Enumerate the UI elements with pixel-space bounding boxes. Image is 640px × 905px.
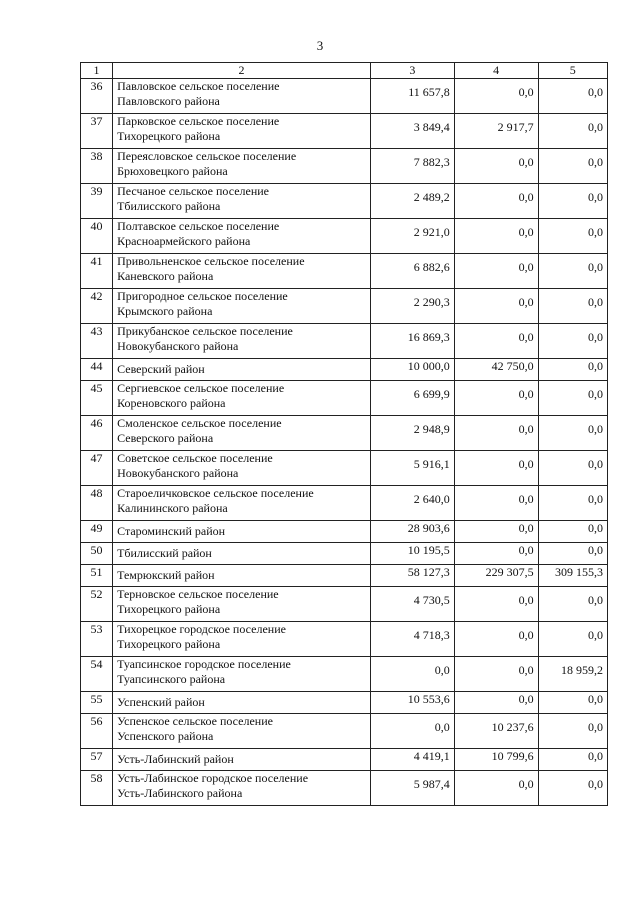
table-row	[81, 657, 608, 692]
municipality-name	[113, 451, 371, 486]
municipality-name-line: Павловского района	[117, 94, 220, 108]
municipality-name-line: Терновское сельское поселение	[117, 587, 279, 601]
column-header: 4	[454, 63, 538, 79]
municipality-name-line: Песчаное сельское поселение	[117, 184, 270, 198]
municipality-name	[113, 521, 371, 543]
row-number: 50	[81, 543, 113, 565]
value-c4: 0,0	[454, 692, 538, 714]
value-c4: 0,0	[454, 587, 538, 622]
value-c5: 0,0	[538, 714, 607, 749]
table-header-row	[81, 63, 608, 79]
value-c3: 2 290,3	[370, 289, 454, 324]
municipality-name-line: Парковское сельское поселение	[117, 114, 280, 128]
value-c5: 309 155,3	[538, 565, 607, 587]
row-number: 45	[81, 381, 113, 416]
value-c5: 0,0	[538, 692, 607, 714]
column-header: 1	[81, 63, 113, 79]
value-c3: 2 640,0	[370, 486, 454, 521]
value-c5: 0,0	[538, 587, 607, 622]
municipality-name-line: Туапсинское городское поселение	[117, 657, 291, 671]
table-row	[81, 771, 608, 806]
value-c5: 0,0	[538, 219, 607, 254]
table-row	[81, 416, 608, 451]
table-row	[81, 521, 608, 543]
value-c5: 0,0	[538, 749, 607, 771]
page-number: 3	[316, 38, 324, 53]
municipality-name	[113, 184, 371, 219]
column-header: 2	[113, 63, 371, 79]
municipality-name-line: Новокубанского района	[117, 466, 239, 480]
row-number: 42	[81, 289, 113, 324]
municipality-name-line: Сергиевское сельское поселение	[117, 381, 285, 395]
municipality-name-line: Успенского района	[117, 729, 214, 743]
row-number: 41	[81, 254, 113, 289]
value-c3: 58 127,3	[370, 565, 454, 587]
table-row	[81, 486, 608, 521]
municipality-name-line: Каневского района	[117, 269, 214, 283]
value-c4: 0,0	[454, 289, 538, 324]
municipality-name	[113, 587, 371, 622]
municipality-name-line: Темрюкский район	[117, 568, 215, 582]
municipality-name	[113, 416, 371, 451]
municipality-name-line: Смоленское сельское поселение	[117, 416, 282, 430]
row-number: 56	[81, 714, 113, 749]
value-c3: 10 553,6	[370, 692, 454, 714]
row-number: 39	[81, 184, 113, 219]
value-c3: 2 489,2	[370, 184, 454, 219]
municipality-name-line: Тихорецкого района	[117, 637, 221, 651]
value-c4: 0,0	[454, 149, 538, 184]
value-c3: 4 419,1	[370, 749, 454, 771]
row-number: 54	[81, 657, 113, 692]
municipality-name	[113, 543, 371, 565]
value-c5: 18 959,2	[538, 657, 607, 692]
value-c3: 6 699,9	[370, 381, 454, 416]
value-c5: 0,0	[538, 114, 607, 149]
value-c4: 10 237,6	[454, 714, 538, 749]
table-body	[81, 79, 608, 806]
row-number: 37	[81, 114, 113, 149]
row-number: 38	[81, 149, 113, 184]
value-c4: 0,0	[454, 219, 538, 254]
table-row	[81, 451, 608, 486]
municipality-name-line: Прикубанское сельское поселение	[117, 324, 293, 338]
value-c5: 0,0	[538, 359, 607, 381]
municipality-name-line: Тихорецкого района	[117, 602, 221, 616]
value-c3: 6 882,6	[370, 254, 454, 289]
municipality-name-line: Новокубанского района	[117, 339, 239, 353]
municipality-name-line: Тихорецкого района	[117, 129, 221, 143]
municipality-name-line: Полтавское сельское поселение	[117, 219, 280, 233]
municipality-name-line: Переясловское сельское поселение	[117, 149, 297, 163]
row-number: 55	[81, 692, 113, 714]
municipality-name	[113, 486, 371, 521]
table-row	[81, 714, 608, 749]
data-table	[80, 62, 608, 806]
value-c4: 0,0	[454, 381, 538, 416]
table-row	[81, 587, 608, 622]
municipality-name	[113, 114, 371, 149]
value-c5: 0,0	[538, 543, 607, 565]
table-row	[81, 692, 608, 714]
value-c5: 0,0	[538, 324, 607, 359]
municipality-name	[113, 565, 371, 587]
table-row	[81, 565, 608, 587]
value-c3: 10 195,5	[370, 543, 454, 565]
municipality-name-line: Староеличковское сельское поселение	[117, 486, 314, 500]
value-c4: 0,0	[454, 521, 538, 543]
value-c4: 0,0	[454, 771, 538, 806]
value-c4: 0,0	[454, 254, 538, 289]
value-c4: 0,0	[454, 416, 538, 451]
value-c4: 10 799,6	[454, 749, 538, 771]
table-row	[81, 79, 608, 114]
value-c5: 0,0	[538, 521, 607, 543]
municipality-name-line: Усть-Лабинского района	[117, 786, 243, 800]
municipality-name-line: Северского района	[117, 431, 214, 445]
municipality-name-line: Успенский район	[117, 695, 205, 709]
value-c3: 4 718,3	[370, 622, 454, 657]
municipality-name	[113, 79, 371, 114]
value-c5: 0,0	[538, 184, 607, 219]
row-number: 46	[81, 416, 113, 451]
value-c5: 0,0	[538, 486, 607, 521]
table-row	[81, 184, 608, 219]
municipality-name	[113, 657, 371, 692]
municipality-name	[113, 381, 371, 416]
row-number: 36	[81, 79, 113, 114]
value-c4: 0,0	[454, 543, 538, 565]
value-c4: 0,0	[454, 79, 538, 114]
municipality-name-line: Усть-Лабинский район	[117, 752, 234, 766]
value-c3: 28 903,6	[370, 521, 454, 543]
value-c3: 2 921,0	[370, 219, 454, 254]
municipality-name-line: Брюховецкого района	[117, 164, 228, 178]
municipality-name-line: Староминский район	[117, 524, 226, 538]
municipality-name	[113, 324, 371, 359]
table-row	[81, 114, 608, 149]
municipality-name	[113, 254, 371, 289]
row-number: 47	[81, 451, 113, 486]
row-number: 44	[81, 359, 113, 381]
value-c3: 11 657,8	[370, 79, 454, 114]
value-c5: 0,0	[538, 149, 607, 184]
municipality-name	[113, 714, 371, 749]
table-row	[81, 149, 608, 184]
municipality-name	[113, 359, 371, 381]
municipality-name-line: Павловское сельское поселение	[117, 79, 280, 93]
municipality-name-line: Усть-Лабинское городское поселение	[117, 771, 309, 785]
municipality-name-line: Успенское сельское поселение	[117, 714, 273, 728]
value-c5: 0,0	[538, 254, 607, 289]
municipality-name	[113, 149, 371, 184]
value-c4: 229 307,5	[454, 565, 538, 587]
value-c3: 2 948,9	[370, 416, 454, 451]
table-row	[81, 543, 608, 565]
municipality-name-line: Северский район	[117, 362, 205, 376]
value-c5: 0,0	[538, 289, 607, 324]
value-c4: 42 750,0	[454, 359, 538, 381]
value-c3: 0,0	[370, 657, 454, 692]
value-c3: 3 849,4	[370, 114, 454, 149]
column-header: 5	[538, 63, 607, 79]
value-c4: 0,0	[454, 184, 538, 219]
municipality-name	[113, 219, 371, 254]
table-row	[81, 381, 608, 416]
value-c3: 16 869,3	[370, 324, 454, 359]
municipality-name	[113, 692, 371, 714]
municipality-name-line: Туапсинского района	[117, 672, 226, 686]
value-c4: 0,0	[454, 451, 538, 486]
table-row	[81, 324, 608, 359]
table-row	[81, 219, 608, 254]
municipality-name	[113, 771, 371, 806]
municipality-name-line: Калининского района	[117, 501, 228, 515]
row-number: 40	[81, 219, 113, 254]
column-header: 3	[370, 63, 454, 79]
row-number: 49	[81, 521, 113, 543]
value-c3: 4 730,5	[370, 587, 454, 622]
value-c5: 0,0	[538, 381, 607, 416]
municipality-name-line: Советское сельское поселение	[117, 451, 273, 465]
row-number: 51	[81, 565, 113, 587]
value-c5: 0,0	[538, 771, 607, 806]
value-c5: 0,0	[538, 622, 607, 657]
municipality-name-line: Кореновского района	[117, 396, 226, 410]
value-c3: 7 882,3	[370, 149, 454, 184]
value-c4: 0,0	[454, 486, 538, 521]
value-c4: 2 917,7	[454, 114, 538, 149]
value-c4: 0,0	[454, 622, 538, 657]
value-c3: 5 916,1	[370, 451, 454, 486]
value-c5: 0,0	[538, 79, 607, 114]
row-number: 53	[81, 622, 113, 657]
value-c3: 5 987,4	[370, 771, 454, 806]
table-row	[81, 254, 608, 289]
table-row	[81, 289, 608, 324]
value-c5: 0,0	[538, 416, 607, 451]
municipality-name-line: Пригородное сельское поселение	[117, 289, 288, 303]
value-c5: 0,0	[538, 451, 607, 486]
value-c4: 0,0	[454, 324, 538, 359]
municipality-name	[113, 622, 371, 657]
municipality-name-line: Тихорецкое городское поселение	[117, 622, 286, 636]
table-row	[81, 622, 608, 657]
value-c3: 10 000,0	[370, 359, 454, 381]
table-row	[81, 359, 608, 381]
row-number: 48	[81, 486, 113, 521]
municipality-name	[113, 749, 371, 771]
row-number: 43	[81, 324, 113, 359]
municipality-name-line: Привольненское сельское поселение	[117, 254, 305, 268]
value-c3: 0,0	[370, 714, 454, 749]
row-number: 58	[81, 771, 113, 806]
municipality-name-line: Крымского района	[117, 304, 213, 318]
row-number: 52	[81, 587, 113, 622]
table-row	[81, 749, 608, 771]
municipality-name-line: Тбилисский район	[117, 546, 212, 560]
municipality-name-line: Тбилисского района	[117, 199, 221, 213]
municipality-name	[113, 289, 371, 324]
municipality-name-line: Красноармейского района	[117, 234, 251, 248]
value-c4: 0,0	[454, 657, 538, 692]
row-number: 57	[81, 749, 113, 771]
